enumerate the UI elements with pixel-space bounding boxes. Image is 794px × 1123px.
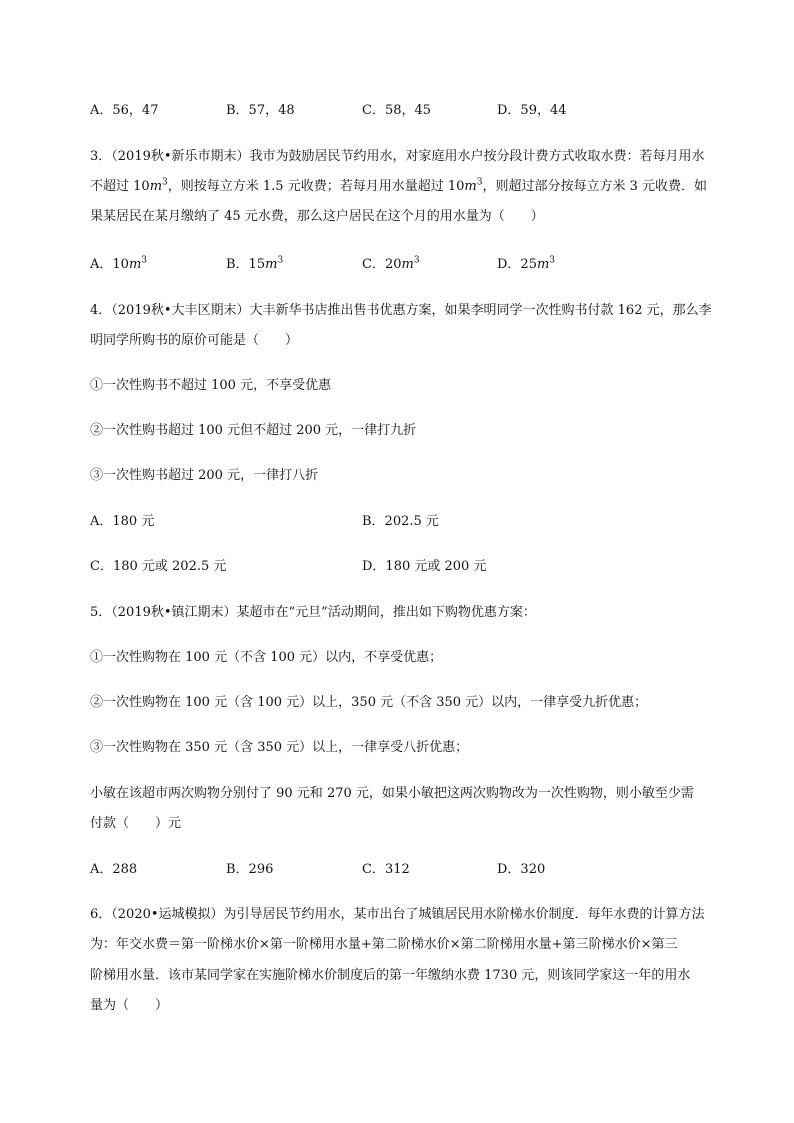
q4-option-a[interactable]: A．180 元 bbox=[90, 514, 155, 529]
q2-option-a[interactable]: A．56，47 bbox=[90, 103, 159, 118]
unit-m: m bbox=[149, 179, 163, 194]
q4-option-d[interactable]: D．180 元或 200 元 bbox=[362, 559, 487, 574]
q5-option-d[interactable]: D．320 bbox=[497, 862, 546, 877]
q2-option-b[interactable]: B．57，48 bbox=[226, 103, 295, 118]
q5-option-c[interactable]: C．312 bbox=[362, 862, 410, 877]
q4-rule-1: ①一次性购书不超过 100 元，不享受优惠 bbox=[90, 378, 332, 393]
q5-rule-1: ①一次性购物在 100 元（不含 100 元）以内，不享受优惠； bbox=[90, 650, 443, 665]
q4-option-c[interactable]: C．180 元或 202.5 元 bbox=[90, 559, 227, 574]
q5-stem-line1: 5．（2019秋•镇江期末）某超市在“元旦”活动期间，推出如下购物优惠方案： bbox=[90, 605, 536, 620]
q4-rule-2: ②一次性购书超过 100 元但不超过 200 元，一律打九折 bbox=[90, 423, 417, 438]
option-label: C．20 bbox=[362, 257, 402, 272]
unit-exponent: 3 bbox=[476, 177, 483, 188]
q5-option-b[interactable]: B．296 bbox=[226, 862, 274, 877]
q3-stem-part-c: ，则超过部分按每立方米 3 元收费．如 bbox=[482, 179, 707, 194]
unit-exponent: 3 bbox=[413, 255, 420, 266]
unit-m: m bbox=[265, 257, 278, 272]
q6-stem-line1: 6．（2020•运城模拟）为引导居民节约用水，某市出台了城镇居民用水阶梯水价制度．每年水费的计算方法 bbox=[90, 907, 705, 922]
unit-exponent: 3 bbox=[277, 255, 284, 266]
option-label: A．10 bbox=[90, 257, 129, 272]
q6-stem-line4: 量为（ ） bbox=[90, 998, 169, 1013]
q5-stem-line3: 付款（ ）元 bbox=[90, 816, 182, 831]
q3-option-a[interactable] bbox=[90, 255, 147, 275]
unit-m: m bbox=[128, 257, 142, 272]
q5-stem-line2: 小敏在该超市两次购物分别付了 90 元和 270 元，如果小敏把这两次购物改为一次性购物，则小敏至少需 bbox=[90, 786, 694, 801]
unit-exponent: 3 bbox=[162, 177, 168, 188]
q4-option-b[interactable]: B．202.5 元 bbox=[362, 514, 439, 529]
q4-stem-line1: 4．（2019秋•大丰区期末）大丰新华书店推出售书优惠方案，如果李明同学一次性购书付款 162 元，那么李 bbox=[90, 303, 712, 318]
q3-stem-part-b: ，则按每立方米 1.5 元收费；若每月用水量超过 10 bbox=[167, 179, 465, 194]
q3-stem-part-a: 不超过 10 bbox=[90, 179, 150, 194]
q6-stem-line3: 阶梯用水量．该市某同学家在实施阶梯水价制度后的第一年缴纳水费 1730 元，则该同学家这一年的用水 bbox=[90, 968, 691, 983]
unit-m: m bbox=[464, 179, 477, 194]
q2-option-d[interactable]: D．59，44 bbox=[497, 103, 567, 118]
q6-stem-line2: 为：年交水费＝第一阶梯水价×第一阶梯用水量+第二阶梯水价×第二阶梯用水量+第三阶梯水价×第三 bbox=[90, 937, 678, 952]
q3-option-d[interactable] bbox=[497, 255, 555, 275]
q4-rule-3: ③一次性购书超过 200 元，一律打八折 bbox=[90, 468, 319, 483]
q5-rule-2: ②一次性购物在 100 元（含 100 元）以上，350 元（不含 350 元）以内，一律享受九折优惠； bbox=[90, 695, 648, 710]
q3-option-b[interactable] bbox=[226, 255, 283, 275]
unit-m: m bbox=[536, 257, 550, 272]
q3-stem-line2 bbox=[90, 177, 707, 197]
option-label: D．25 bbox=[497, 257, 537, 272]
q3-stem-line1: 3．（2019秋•新乐市期末）我市为鼓励居民节约用水，对家庭用水户按分段计费方式收取水费：若每月用水 bbox=[90, 149, 705, 164]
unit-m: m bbox=[401, 257, 414, 272]
q5-option-a[interactable]: A．288 bbox=[90, 862, 138, 877]
unit-exponent: 3 bbox=[141, 255, 147, 266]
option-label: B．15 bbox=[226, 257, 266, 272]
q2-option-c[interactable]: C．58，45 bbox=[362, 103, 432, 118]
q4-stem-line2: 明同学所购书的原价可能是（ ） bbox=[90, 333, 299, 348]
q3-stem-line3: 果某居民在某月缴纳了 45 元水费，那么这户居民在这个月的用水量为（ ） bbox=[90, 209, 544, 224]
q5-rule-3: ③一次性购物在 350 元（含 350 元）以上，一律享受八折优惠； bbox=[90, 740, 469, 755]
q3-option-c[interactable] bbox=[362, 255, 420, 275]
unit-exponent: 3 bbox=[549, 255, 556, 266]
